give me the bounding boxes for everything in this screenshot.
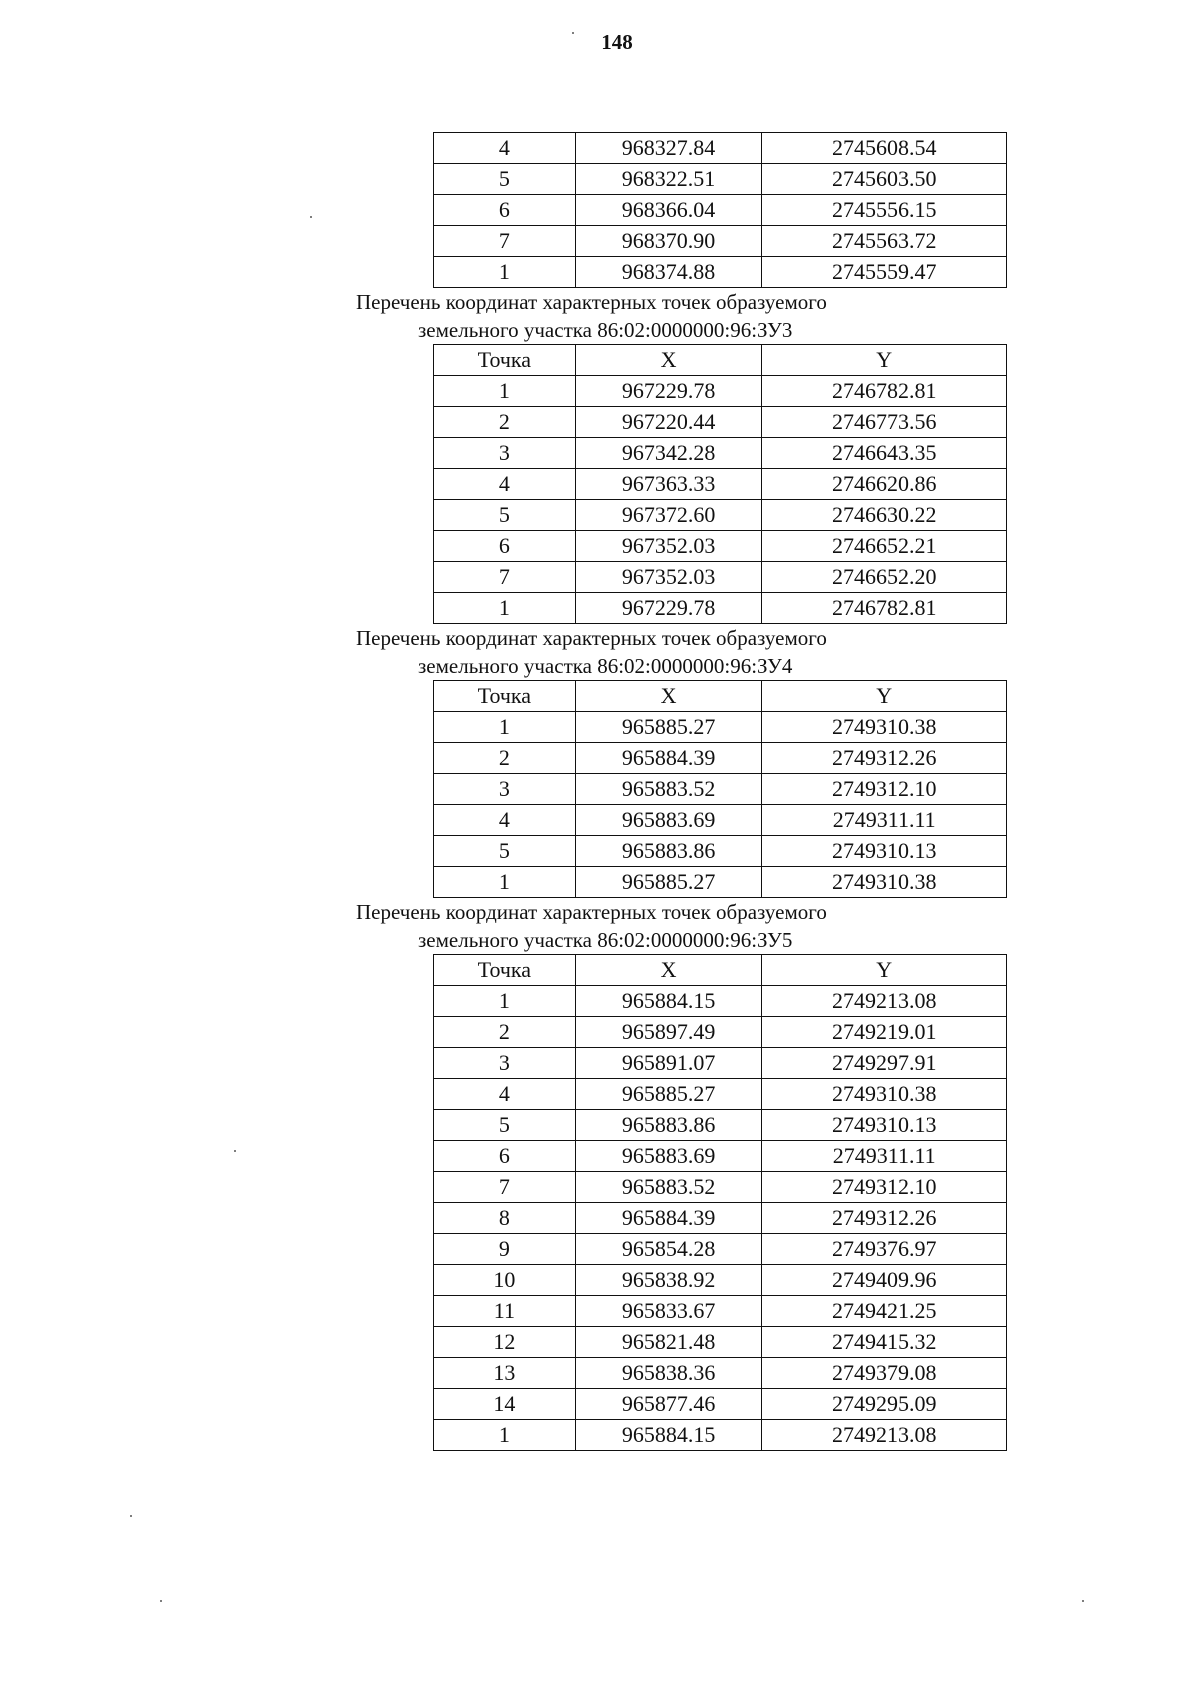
y-cell: 2749311.11	[762, 1141, 1007, 1172]
table-row	[434, 1265, 1007, 1296]
y-cell: 2749311.11	[762, 805, 1007, 836]
point-cell: 1	[434, 867, 576, 898]
point-cell: 7	[434, 562, 576, 593]
x-header: X	[575, 681, 762, 712]
table-row	[434, 1141, 1007, 1172]
x-cell: 965838.36	[575, 1358, 762, 1389]
point-header: Точка	[434, 955, 576, 986]
y-header: Y	[762, 955, 1007, 986]
caption-line: Перечень координат характерных точек образуемого	[356, 290, 827, 314]
point-cell: 7	[434, 226, 576, 257]
point-cell: 4	[434, 133, 576, 164]
y-cell: 2749312.10	[762, 774, 1007, 805]
caption-parcel-line: земельного участка 86:02:0000000:96:ЗУ5	[418, 928, 793, 952]
x-cell: 965821.48	[575, 1327, 762, 1358]
point-cell: 9	[434, 1234, 576, 1265]
x-cell: 965885.27	[575, 712, 762, 743]
y-cell: 2746773.56	[762, 407, 1007, 438]
table-row	[434, 133, 1007, 164]
point-cell: 2	[434, 407, 576, 438]
x-cell: 968374.88	[575, 257, 762, 288]
x-cell: 965854.28	[575, 1234, 762, 1265]
table-caption	[0, 288, 1200, 344]
y-cell: 2749312.26	[762, 743, 1007, 774]
y-cell: 2749310.38	[762, 1079, 1007, 1110]
y-cell: 2746643.35	[762, 438, 1007, 469]
y-cell: 2749297.91	[762, 1048, 1007, 1079]
x-cell: 965838.92	[575, 1265, 762, 1296]
point-cell: 4	[434, 1079, 576, 1110]
y-cell: 2746620.86	[762, 469, 1007, 500]
point-cell: 1	[434, 257, 576, 288]
x-cell: 965897.49	[575, 1017, 762, 1048]
table-row	[434, 500, 1007, 531]
y-cell: 2745603.50	[762, 164, 1007, 195]
table-row	[434, 712, 1007, 743]
x-cell: 968327.84	[575, 133, 762, 164]
x-cell: 968366.04	[575, 195, 762, 226]
x-cell: 967229.78	[575, 376, 762, 407]
x-cell: 965891.07	[575, 1048, 762, 1079]
table-row	[434, 836, 1007, 867]
point-cell: 1	[434, 593, 576, 624]
table-row	[434, 867, 1007, 898]
table-row	[434, 1420, 1007, 1451]
point-cell: 6	[434, 1141, 576, 1172]
table-caption	[0, 898, 1200, 954]
x-header: X	[575, 955, 762, 986]
y-cell: 2749310.13	[762, 1110, 1007, 1141]
x-cell: 965877.46	[575, 1389, 762, 1420]
point-cell: 5	[434, 500, 576, 531]
x-cell: 965833.67	[575, 1296, 762, 1327]
point-cell: 1	[434, 376, 576, 407]
x-header: X	[575, 345, 762, 376]
caption-line: Перечень координат характерных точек образуемого	[356, 626, 827, 650]
y-cell: 2749415.32	[762, 1327, 1007, 1358]
table-row	[434, 376, 1007, 407]
x-cell: 965883.69	[575, 805, 762, 836]
y-cell: 2746782.81	[762, 376, 1007, 407]
point-cell: 11	[434, 1296, 576, 1327]
y-cell: 2749421.25	[762, 1296, 1007, 1327]
x-cell: 965884.39	[575, 743, 762, 774]
table-row	[434, 164, 1007, 195]
y-cell: 2749312.26	[762, 1203, 1007, 1234]
point-cell: 7	[434, 1172, 576, 1203]
y-header: Y	[762, 681, 1007, 712]
page-number: 148	[601, 30, 633, 54]
table-row	[434, 1296, 1007, 1327]
x-cell: 965883.86	[575, 836, 762, 867]
x-cell: 967372.60	[575, 500, 762, 531]
x-cell: 967352.03	[575, 531, 762, 562]
x-cell: 967363.33	[575, 469, 762, 500]
y-cell: 2749219.01	[762, 1017, 1007, 1048]
y-cell: 2749376.97	[762, 1234, 1007, 1265]
table-row	[434, 593, 1007, 624]
table-row	[434, 531, 1007, 562]
x-cell: 967220.44	[575, 407, 762, 438]
x-cell: 965884.15	[575, 1420, 762, 1451]
y-cell: 2749379.08	[762, 1358, 1007, 1389]
y-cell: 2746652.20	[762, 562, 1007, 593]
x-cell: 965884.39	[575, 1203, 762, 1234]
y-cell: 2749310.38	[762, 867, 1007, 898]
table-row	[434, 805, 1007, 836]
point-cell: 6	[434, 195, 576, 226]
point-cell: 2	[434, 743, 576, 774]
y-cell: 2749310.38	[762, 712, 1007, 743]
table-row	[434, 195, 1007, 226]
point-cell: 6	[434, 531, 576, 562]
scan-speck	[572, 32, 574, 34]
y-cell: 2745556.15	[762, 195, 1007, 226]
point-cell: 13	[434, 1358, 576, 1389]
table-row	[434, 1327, 1007, 1358]
y-header: Y	[762, 345, 1007, 376]
point-header: Точка	[434, 345, 576, 376]
y-cell: 2749213.08	[762, 1420, 1007, 1451]
scan-speck	[130, 1515, 132, 1517]
y-cell: 2745608.54	[762, 133, 1007, 164]
table-row	[434, 1017, 1007, 1048]
y-cell: 2746782.81	[762, 593, 1007, 624]
point-cell: 12	[434, 1327, 576, 1358]
point-cell: 1	[434, 1420, 576, 1451]
x-cell: 968322.51	[575, 164, 762, 195]
x-cell: 968370.90	[575, 226, 762, 257]
y-cell: 2749213.08	[762, 986, 1007, 1017]
coordinates-table	[433, 344, 1007, 624]
x-cell: 965885.27	[575, 1079, 762, 1110]
table-row	[434, 1110, 1007, 1141]
y-cell: 2749310.13	[762, 836, 1007, 867]
sections-container	[0, 288, 1200, 1451]
table-row	[434, 774, 1007, 805]
table-row	[434, 1389, 1007, 1420]
coordinates-table-continued	[433, 132, 1007, 288]
table-row	[434, 986, 1007, 1017]
y-cell: 2746652.21	[762, 531, 1007, 562]
table-caption	[0, 624, 1200, 680]
caption-parcel-line: земельного участка 86:02:0000000:96:ЗУ3	[418, 318, 793, 342]
table-row	[434, 562, 1007, 593]
x-cell: 967352.03	[575, 562, 762, 593]
point-cell: 5	[434, 1110, 576, 1141]
table-row	[434, 407, 1007, 438]
point-cell: 5	[434, 836, 576, 867]
y-cell: 2749312.10	[762, 1172, 1007, 1203]
x-cell: 965884.15	[575, 986, 762, 1017]
x-cell: 965883.52	[575, 1172, 762, 1203]
point-cell: 3	[434, 774, 576, 805]
y-cell: 2749409.96	[762, 1265, 1007, 1296]
point-cell: 3	[434, 1048, 576, 1079]
point-cell: 1	[434, 712, 576, 743]
y-cell: 2745563.72	[762, 226, 1007, 257]
y-cell: 2745559.47	[762, 257, 1007, 288]
header-row	[434, 681, 1007, 712]
table-row	[434, 1172, 1007, 1203]
point-cell: 2	[434, 1017, 576, 1048]
point-cell: 4	[434, 469, 576, 500]
table-row	[434, 438, 1007, 469]
y-cell: 2746630.22	[762, 500, 1007, 531]
table-row	[434, 1234, 1007, 1265]
table-row	[434, 1203, 1007, 1234]
x-cell: 965883.69	[575, 1141, 762, 1172]
x-cell: 967342.28	[575, 438, 762, 469]
table-row	[434, 257, 1007, 288]
point-cell: 1	[434, 986, 576, 1017]
scan-speck	[1082, 1600, 1084, 1602]
x-cell: 965883.86	[575, 1110, 762, 1141]
table-row	[434, 226, 1007, 257]
x-cell: 967229.78	[575, 593, 762, 624]
point-cell: 5	[434, 164, 576, 195]
table-row	[434, 469, 1007, 500]
table-row	[434, 1048, 1007, 1079]
point-cell: 10	[434, 1265, 576, 1296]
y-cell: 2749295.09	[762, 1389, 1007, 1420]
document-content	[0, 132, 1200, 1451]
table-row	[434, 1358, 1007, 1389]
caption-parcel-line: земельного участка 86:02:0000000:96:ЗУ4	[418, 654, 793, 678]
table-row	[434, 743, 1007, 774]
point-header: Точка	[434, 681, 576, 712]
caption-line: Перечень координат характерных точек образуемого	[356, 900, 827, 924]
x-cell: 965885.27	[575, 867, 762, 898]
point-cell: 3	[434, 438, 576, 469]
table-row	[434, 1079, 1007, 1110]
scan-speck	[160, 1600, 162, 1602]
x-cell: 965883.52	[575, 774, 762, 805]
point-cell: 8	[434, 1203, 576, 1234]
point-cell: 14	[434, 1389, 576, 1420]
header-row	[434, 955, 1007, 986]
point-cell: 4	[434, 805, 576, 836]
header-row	[434, 345, 1007, 376]
coordinates-table	[433, 954, 1007, 1451]
coordinates-table	[433, 680, 1007, 898]
